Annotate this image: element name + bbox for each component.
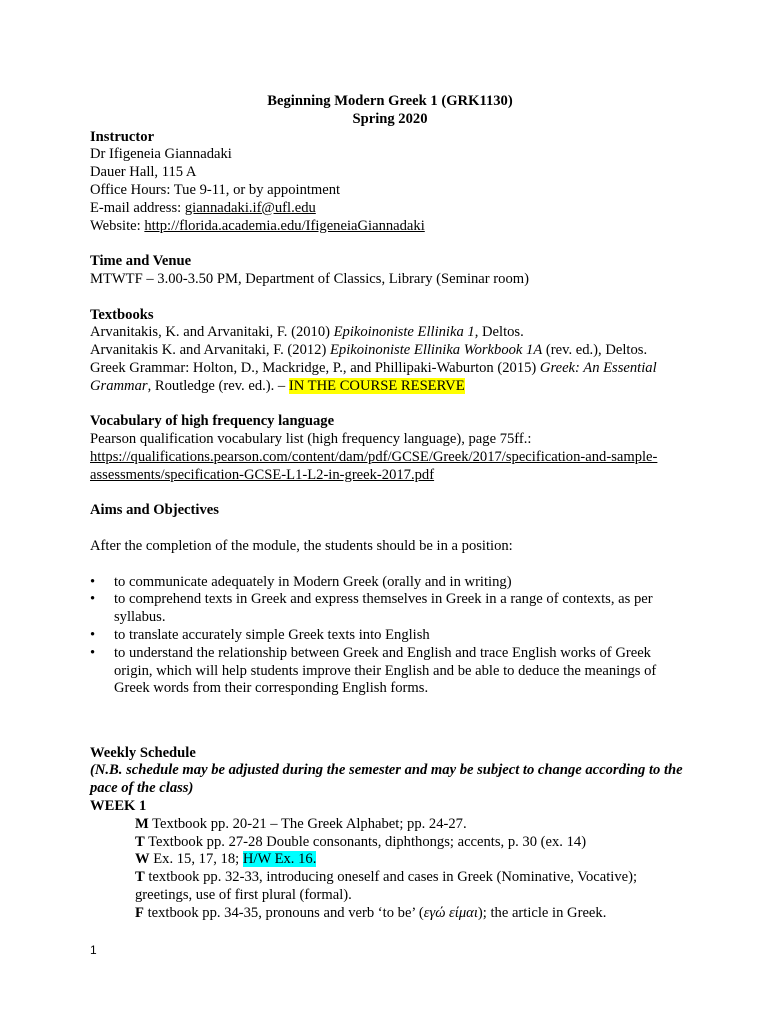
day-text: textbook pp. 34-35, pronouns and verb ‘to be’ (	[143, 904, 424, 921]
textbook-3-publisher: , Routledge (rev. ed.). –	[147, 377, 289, 394]
website-line	[90, 218, 690, 236]
document-page	[90, 93, 690, 923]
day-text-end: ); the article in Greek.	[477, 904, 607, 921]
day-letter: T	[135, 869, 145, 886]
textbooks-heading: Textbooks	[90, 306, 154, 323]
greek-phrase: εγώ είμαι	[423, 904, 478, 921]
day-text: textbook pp. 32-33, introducing oneself and cases in Greek (Nominative, Vocative); greetings, use of first plural (formal).	[135, 869, 638, 904]
textbook-2	[90, 342, 690, 360]
course-term: Spring 2020	[352, 110, 428, 127]
textbook-1	[90, 324, 690, 342]
schedule-note: (N.B. schedule may be adjusted during the semester and may be subject to change according to the pace of the class)	[90, 762, 683, 797]
vocabulary-link-line-1[interactable]: https://qualifications.pearson.com/content/dam/pdf/GCSE/Greek/2017/specification-and-sample-	[90, 448, 658, 465]
website-label: Website:	[90, 217, 145, 234]
time-venue-heading: Time and Venue	[90, 253, 192, 270]
course-reserve-highlight: IN THE COURSE RESERVE	[288, 377, 465, 394]
textbook-3-authors: Greek Grammar: Holton, D., Mackridge, P., and Phillipaki-Waburton (2015)	[90, 359, 540, 376]
textbook-1-authors: Arvanitakis, K. and Arvanitaki, F. (2010)	[90, 324, 334, 341]
homework-highlight: H/W Ex. 16.	[242, 851, 317, 868]
schedule-day-tuesday	[135, 834, 690, 852]
aims-list-item: • to comprehend texts in Greek and express themselves in Greek in a range of contexts, as per syllabus.	[90, 591, 690, 627]
schedule-heading: Weekly Schedule	[90, 744, 196, 761]
schedule-day-thursday	[135, 869, 690, 905]
textbook-1-title: Epikoinoniste Ellinika 1	[333, 324, 475, 341]
aims-list	[90, 574, 690, 699]
vocabulary-text: Pearson qualification vocabulary list (high frequency language), page 75ff.:	[90, 431, 532, 448]
instructor-name: Dr Ifigeneia Giannadaki	[90, 146, 232, 163]
aims-intro: After the completion of the module, the students should be in a position:	[90, 537, 513, 554]
email-line	[90, 200, 690, 218]
day-text: Textbook pp. 20-21 – The Greek Alphabet; pp. 24-27.	[148, 815, 467, 832]
email-link[interactable]: giannadaki.if@ufl.edu	[184, 199, 316, 216]
course-title: Beginning Modern Greek 1 (GRK1130)	[267, 93, 513, 109]
textbook-2-title: Epikoinoniste Ellinika Workbook 1A	[330, 342, 543, 359]
office-hours: Office Hours: Tue 9-11, or by appointment	[90, 181, 341, 198]
vocabulary-heading: Vocabulary of high frequency language	[90, 413, 335, 430]
day-text: Ex. 15, 17, 18;	[149, 851, 243, 868]
instructor-heading: Instructor	[90, 128, 155, 145]
textbook-3	[90, 360, 690, 396]
schedule-day-wednesday	[135, 851, 690, 869]
textbook-2-authors: Arvanitakis K. and Arvanitaki, F. (2012)	[90, 342, 330, 359]
textbook-1-publisher: , Deltos.	[474, 324, 524, 341]
day-letter: W	[135, 851, 150, 868]
aims-list-item: • to communicate adequately in Modern Greek (orally and in writing)	[90, 574, 690, 592]
day-letter: M	[135, 815, 149, 832]
vocabulary-link-line-2[interactable]: assessments/specification-GCSE-L1-L2-in-greek-2017.pdf	[90, 466, 435, 483]
schedule-day-friday	[135, 905, 690, 923]
day-text: Textbook pp. 27-28 Double consonants, diphthongs; accents, p. 30 (ex. 14)	[144, 833, 587, 850]
day-letter: T	[135, 833, 145, 850]
instructor-office: Dauer Hall, 115 A	[90, 164, 197, 181]
time-venue-text: MTWTF – 3.00-3.50 PM, Department of Classics, Library (Seminar room)	[90, 270, 529, 287]
page-number: 1	[90, 943, 97, 957]
week-1-heading: WEEK 1	[90, 798, 147, 815]
textbook-3-title: Greek: An Essential Grammar	[90, 359, 657, 394]
aims-list-item: • to understand the relationship between Greek and English and trace English works of Greek origin, which will help students improve their English and be able to deduce the meanings of Greek words from their corresponding English forms.	[90, 645, 690, 698]
textbook-2-publisher: (rev. ed.), Deltos.	[542, 342, 648, 359]
day-letter: F	[135, 904, 144, 921]
website-link[interactable]: http://florida.academia.edu/IfigeneiaGiannadaki	[144, 217, 425, 234]
aims-list-item: • to translate accurately simple Greek texts into English	[90, 627, 690, 645]
schedule-day-monday	[135, 816, 690, 834]
week-1-days	[90, 816, 690, 923]
aims-heading: Aims and Objectives	[90, 502, 219, 519]
email-label: E-mail address:	[90, 199, 185, 216]
